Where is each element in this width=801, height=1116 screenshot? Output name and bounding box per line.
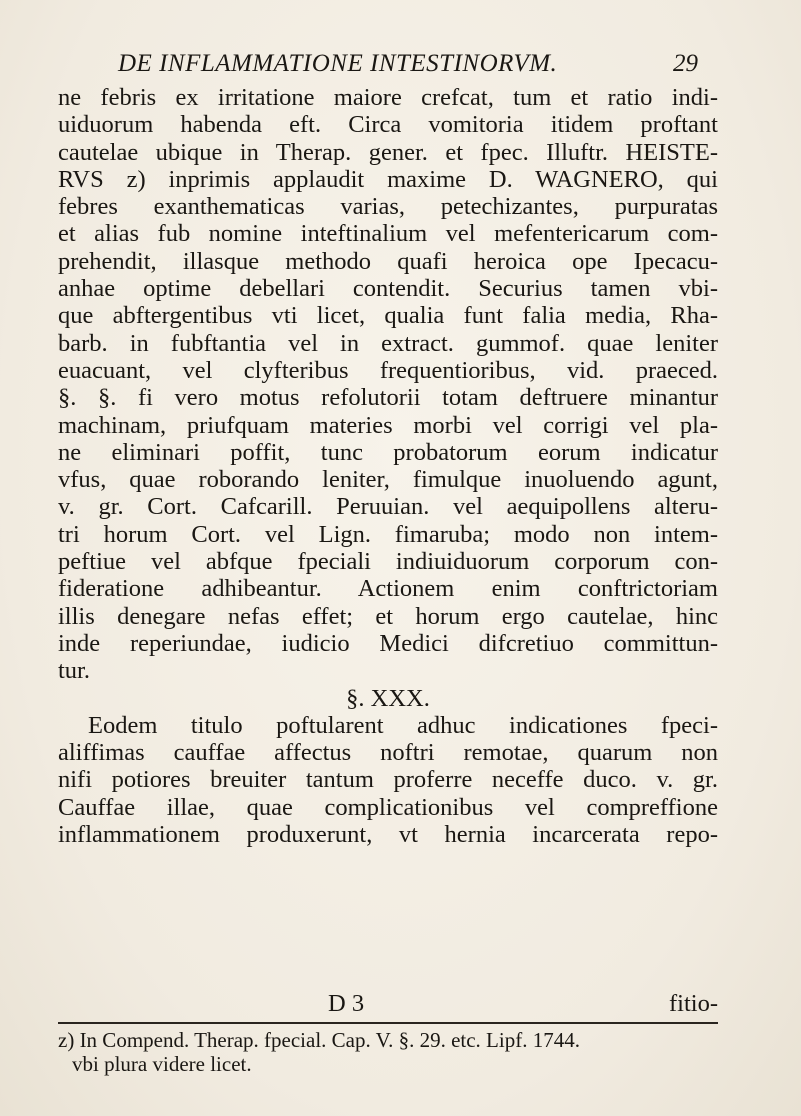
text-line: barb. in fubftantia vel in extract. gummof. quae leniter xyxy=(58,329,718,357)
text-line: uiduorum habenda eft. Circa vomitoria itidem proftant xyxy=(58,111,718,139)
text-line: fideratione adhibeantur. Actionem enim conftrictoriam xyxy=(58,575,718,603)
text-line: vfus, quae roborando leniter, fimulque inuoluendo agunt, xyxy=(58,466,718,494)
text-line: v. gr. Cort. Cafcarill. Peruuian. vel aequipollens alteru- xyxy=(58,493,718,521)
footnote-line: z) In Compend. Therap. fpecial. Cap. V. §. 29. etc. Lipf. 1744. xyxy=(58,1028,580,1052)
text-line: tri horum Cort. vel Lign. fimaruba; modo non intem- xyxy=(58,520,718,548)
text-line: euacuant, vel clyfteribus frequentioribus, vid. praeced. xyxy=(58,356,718,384)
text-line: RVS z) inprimis applaudit maxime D. WAGNERO, qui xyxy=(58,165,718,193)
text-line: Eodem titulo poftularent adhuc indicationes fpeci- xyxy=(88,711,718,739)
text-line: nifi potiores breuiter tantum proferre neceffe duco. v. gr. xyxy=(58,766,718,794)
running-head xyxy=(118,44,698,84)
main-text-block xyxy=(58,84,718,848)
footnote-line: vbi plura videre licet. xyxy=(72,1052,252,1076)
footnote xyxy=(58,1028,718,1076)
text-line: Cauffae illae, quae complicationibus vel compreffione xyxy=(58,793,718,821)
text-line: illis denegare nefas effet; et horum ergo cautelae, hinc xyxy=(58,602,718,630)
text-line: ne febris ex irritatione maiore crefcat, tum et ratio indi- xyxy=(58,84,718,111)
text-line: et alias fub nomine inteftinalium vel mefentericarum com- xyxy=(58,220,718,248)
text-line: prehendit, illasque methodo quafi heroica ope Ipecacu- xyxy=(58,247,718,275)
catchword: fitio- xyxy=(669,990,718,1017)
text-line: cautelae ubique in Therap. gener. et fpec. Illuftr. HEISTE- xyxy=(58,138,718,166)
text-line: inde reperiundae, iudicio Medici difcretiuo committun- xyxy=(58,629,718,657)
text-line: inflammationem produxerunt, vt hernia incarcerata repo- xyxy=(58,821,718,849)
text-line: febres exanthematicas varias, petechizantes, purpuratas xyxy=(58,193,718,221)
text-line: machinam, priufquam materies morbi vel corrigi vel pla- xyxy=(58,411,718,439)
text-line: peftiue vel abfque fpeciali indiuiduorum corporum con- xyxy=(58,548,718,576)
text-line: que abftergentibus vti licet, qualia funt falia media, Rha- xyxy=(58,302,718,330)
footnote-rule xyxy=(58,1022,718,1024)
page-number: 29 xyxy=(673,50,698,77)
text-line: §. §. fi vero motus refolutorii totam deftruere minantur xyxy=(58,384,718,412)
text-line: anhae optime debellari contendit. Securius tamen vbi- xyxy=(58,275,718,303)
running-head-title: DE INFLAMMATIONE INTESTINORVM. xyxy=(118,50,558,77)
signature-mark: D 3 xyxy=(328,990,365,1017)
text-line: ne eliminari poffit, tunc probatorum eorum indicatur xyxy=(58,438,718,466)
page-foot-marks xyxy=(58,990,718,1018)
section-heading: §. XXX. xyxy=(346,684,430,712)
text-line: aliffimas cauffae affectus noftri remotae, quarum non xyxy=(58,739,718,767)
text-line: tur. xyxy=(58,657,90,685)
